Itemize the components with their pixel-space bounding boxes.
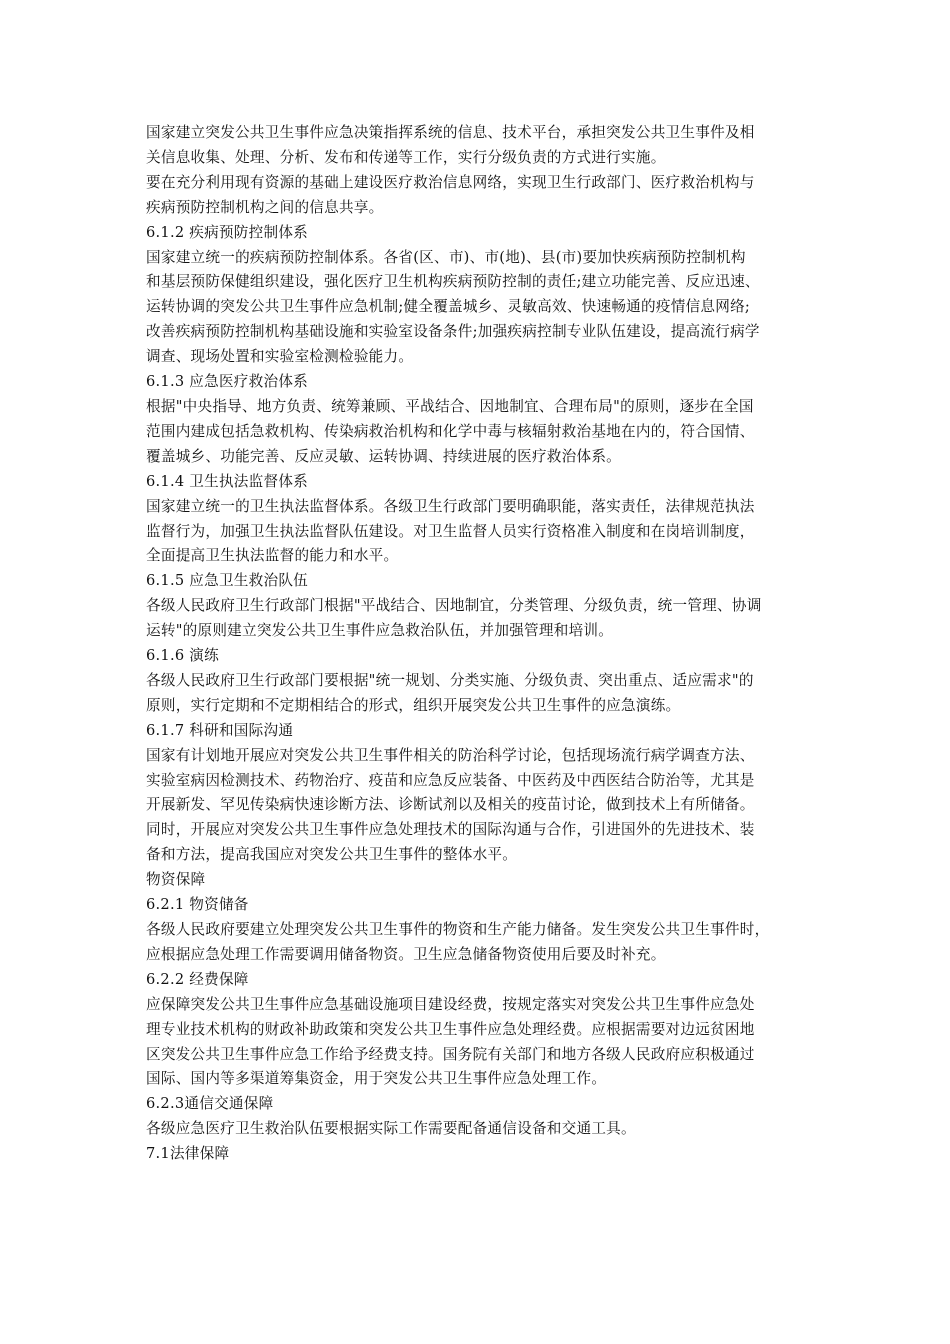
paragraph-line: 范围内建成包括急救机构、传染病救治机构和化学中毒与核辐射救治基地在内的，符合国情、 [146,422,755,440]
paragraph-line: 根据"中央指导、地方负责、统筹兼顾、平战结合、因地制宜、合理布局"的原则，逐步在全国 [146,397,754,415]
paragraph-line: 各级人民政府要建立处理突发公共卫生事件的物资和生产能力储备。发生突发公共卫生事件时， [146,921,770,938]
paragraph-line: 监督行为，加强卫生执法监督队伍建设。对卫生监督人员实行资格准入制度和在岗培训制度， [146,522,755,540]
section-heading-7-1: 7.1法律保障 [146,1145,230,1163]
paragraph-line: 运转"的原则建立突发公共卫生事件应急救治队伍，并加强管理和培训。 [146,622,614,640]
paragraph-line: 调查、现场处置和实验室检测检验能力。 [146,348,414,366]
paragraph-line: 覆盖城乡、功能完善、反应灵敏、运转协调、持续进展的医疗救治体系。 [146,447,622,465]
paragraph-line: 要在充分利用现有资源的基础上建设医疗救治信息网络，实现卫生行政部门、医疗救治机构与 [146,173,755,191]
paragraph-line: 疾病预防控制机构之间的信息共享。 [146,198,384,216]
paragraph-line: 各级人民政府卫生行政部门要根据"统一规划、分类实施、分级负责、突出重点、适应需求"的 [146,671,754,689]
section-heading-6-1-2: 6.1.2 疾病预防控制体系 [146,223,309,241]
section-heading-6-1-7: 6.1.7 科研和国际沟通 [146,721,294,739]
section-heading-6-2-1: 6.2.1 物资储备 [146,896,249,914]
paragraph-line: 改善疾病预防控制机构基础设施和实验室设备条件;加强疾病控制专业队伍建设，提高流行病学 [146,323,760,341]
document-page [146,121,810,1167]
paragraph-line: 开展新发、罕见传染病快速诊断方法、诊断试剂以及相关的疫苗讨论，做到技术上有所储备。 [146,796,755,814]
paragraph-line: 国家有计划地开展应对突发公共卫生事件相关的防治科学讨论，包括现场流行病学调查方法、 [146,746,755,764]
paragraph-line: 和基层预防保健组织建设，强化医疗卫生机构疾病预防控制的责任;建立功能完善、反应迅速、 [146,273,760,291]
paragraph-line: 国际、国内等多渠道筹集资金，用于突发公共卫生事件应急处理工作。 [146,1070,607,1088]
paragraph-line: 国家建立统一的卫生执法监督体系。各级卫生行政部门要明确职能，落实责任，法律规范执法 [146,497,755,515]
paragraph-line: 应保障突发公共卫生事件应急基础设施项目建设经费，按规定落实对突发公共卫生事件应急处 [146,995,755,1013]
paragraph-line: 运转协调的突发公共卫生事件应急机制;健全覆盖城乡、灵敏高效、快速畅通的疫情信息网络; [146,298,751,316]
paragraph-line: 国家建立统一的疾病预防控制体系。各省(区、市)、市(地)、县(市)要加快疾病预防控制机构 [146,248,746,266]
section-heading-6-1-3: 6.1.3 应急医疗救治体系 [146,373,309,391]
section-heading-material-support: 物资保障 [146,871,206,889]
section-heading-6-1-4: 6.1.4 卫生执法监督体系 [146,472,309,490]
paragraph-line: 实验室病因检测技术、药物治疗、疫苗和应急反应装备、中医药及中西医结合防治等，尤其是 [146,771,755,789]
paragraph-line: 原则，实行定期和不定期相结合的形式，组织开展突发公共卫生事件的应急演练。 [146,696,681,714]
section-heading-6-1-5: 6.1.5 应急卫生救治队伍 [146,572,309,590]
paragraph-line: 同时，开展应对突发公共卫生事件应急处理技术的国际沟通与合作，引进国外的先进技术、装 [146,821,755,839]
section-heading-6-1-6: 6.1.6 演练 [146,647,219,665]
section-heading-6-2-3: 6.2.3通信交通保障 [146,1095,274,1113]
paragraph-line: 关信息收集、处理、分析、发布和传递等工作，实行分级负责的方式进行实施。 [146,148,666,166]
paragraph-line: 各级应急医疗卫生救治队伍要根据实际工作需要配备通信设备和交通工具。 [146,1120,636,1138]
paragraph-line: 区突发公共卫生事件应急工作给予经费支持。国务院有关部门和地方各级人民政府应积极通过 [146,1045,755,1063]
section-heading-6-2-2: 6.2.2 经费保障 [146,970,249,988]
paragraph-line: 全面提高卫生执法监督的能力和水平。 [146,547,399,565]
paragraph-line: 国家建立突发公共卫生事件应急决策指挥系统的信息、技术平台，承担突发公共卫生事件及相 [146,124,755,141]
paragraph-line: 各级人民政府卫生行政部门根据"平战结合、因地制宜，分类管理、分级负责，统一管理、协调 [146,597,762,615]
paragraph-line: 备和方法，提高我国应对突发公共卫生事件的整体水平。 [146,846,518,864]
paragraph-line: 理专业技术机构的财政补助政策和突发公共卫生事件应急处理经费。应根据需要对边远贫困地 [146,1020,755,1038]
paragraph-line: 应根据应急处理工作需要调用储备物资。卫生应急储备物资使用后要及时补充。 [146,945,666,963]
